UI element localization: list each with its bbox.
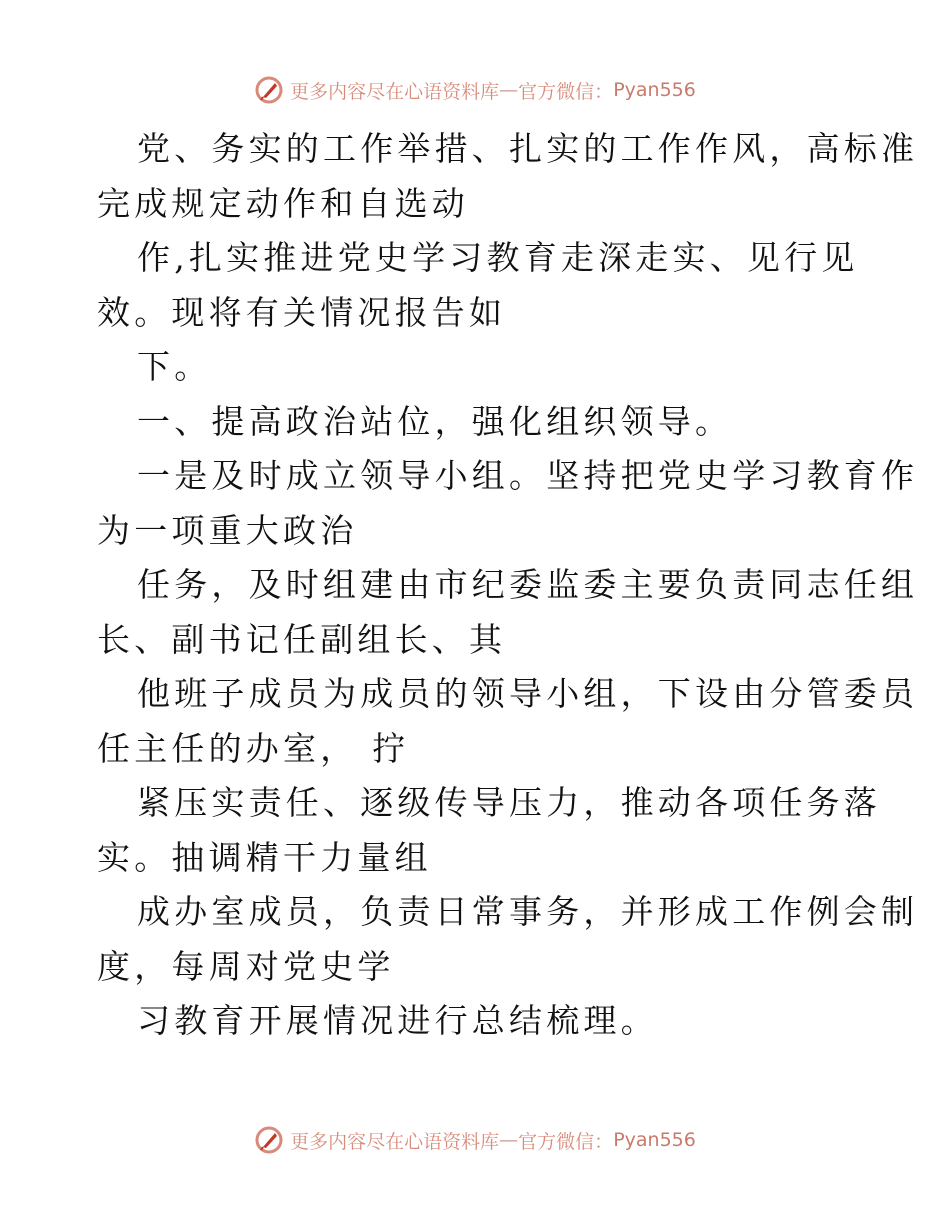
text-line: 为一项重大政治	[97, 510, 358, 550]
watermark-wechat-id: Pyan556	[613, 1129, 696, 1151]
text-line: 他班子成员为成员的领导小组，下设由分管委员	[137, 674, 919, 713]
watermark-dash: —	[499, 1129, 519, 1151]
watermark-main-text: 更多内容尽在心语资料库	[290, 1130, 500, 1153]
header-watermark	[0, 70, 950, 110]
document-body	[97, 122, 919, 1049]
text-line: 度，每周对党史学	[97, 946, 395, 986]
watermark-wechat-id: Pyan556	[613, 79, 696, 101]
footer-watermark	[0, 1120, 950, 1160]
text-line: 效。现将有关情况报告如	[97, 292, 507, 332]
section-heading: 一、提高政治站位，强化组织领导。	[137, 401, 733, 441]
text-line: 紧压实责任、逐级传导压力，推动各项任务落	[137, 783, 881, 822]
watermark-official-label: 官方微信：	[518, 1130, 614, 1153]
text-line: 下。	[137, 347, 212, 386]
watermark-official-label: 官方微信：	[518, 80, 614, 103]
text-line: 任务，及时组建由市纪委监委主要负责同志任组	[137, 565, 919, 604]
text-line: 作,扎实推进党史学习教育走深走实、见行见	[137, 238, 859, 277]
text-line: 一是及时成立领导小组。坚持把党史学习教育作	[137, 456, 919, 495]
text-line: 习教育开展情况进行总结梳理。	[137, 1001, 658, 1040]
text-line: 实。抽调精干力量组	[97, 837, 432, 877]
text-line: 完成规定动作和自选动	[97, 183, 469, 223]
watermark-main-text: 更多内容尽在心语资料库	[290, 80, 500, 103]
watermark-dash: —	[499, 79, 519, 101]
quill-pen-icon	[254, 75, 284, 105]
text-line: 任主任的办室， 拧	[97, 728, 410, 768]
text-line: 长、副书记任副组长、其	[97, 619, 507, 659]
text-line: 党、务实的工作举措、扎实的工作作风，高标准	[137, 129, 919, 168]
quill-pen-icon	[254, 1125, 284, 1155]
text-line: 成办室成员，负责日常事务，并形成工作例会制	[137, 892, 919, 931]
